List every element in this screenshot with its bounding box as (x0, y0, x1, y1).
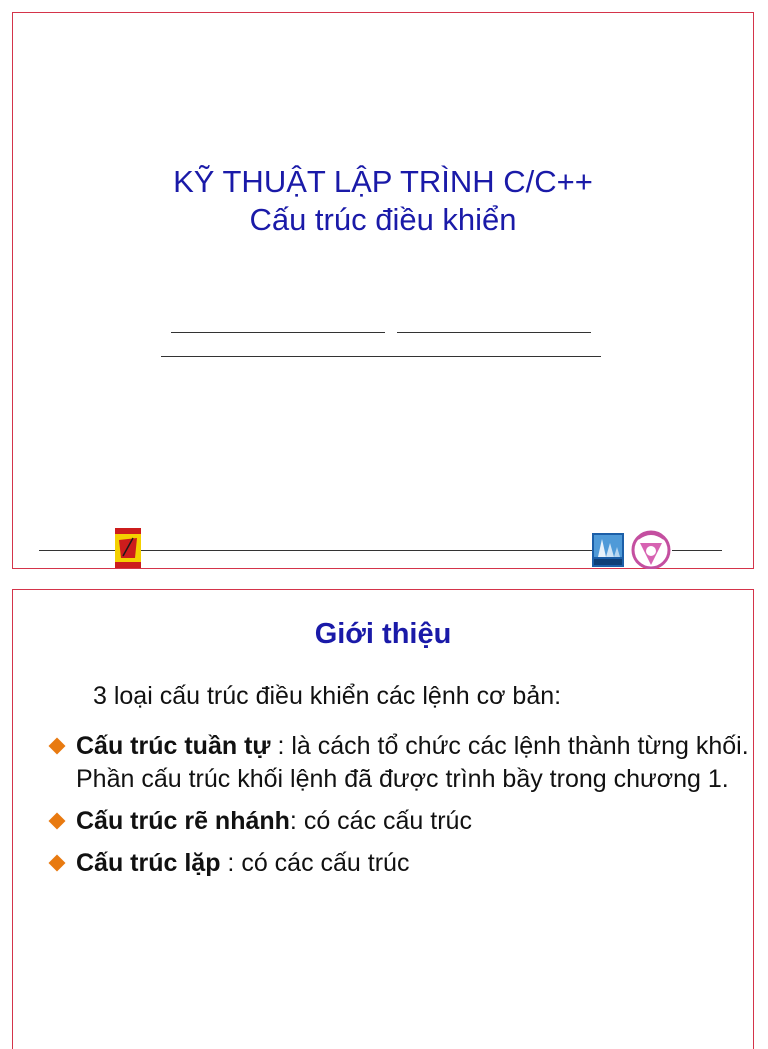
slide-title-line1: KỸ THUẬT LẬP TRÌNH C/C++ (173, 164, 593, 199)
bullet-term: Cấu trúc tuần tự (76, 732, 271, 760)
intro-text: 3 loại cấu trúc điều khiển các lệnh cơ bản: (93, 682, 562, 710)
bullet-item-sequential (49, 730, 749, 796)
orange-diamond-icon (49, 855, 66, 872)
slide-intro (12, 589, 754, 1049)
orange-diamond-icon (49, 738, 66, 755)
set-logo-icon (592, 533, 624, 567)
slide-heading: Giới thiệu (314, 618, 452, 650)
author-line-1 (171, 332, 385, 333)
bullet-item-loop (49, 847, 749, 880)
bullet-term: Cấu trúc lặp (76, 849, 221, 877)
footer-line-middle (141, 550, 592, 551)
university-logo-icon (115, 528, 141, 568)
title-block (13, 163, 753, 239)
footer-line-right (672, 550, 722, 551)
bullet-term: Cấu trúc rẽ nhánh (76, 807, 290, 835)
bullet-text: : có các cấu trúc (220, 849, 410, 877)
mica-logo-icon (630, 529, 672, 569)
bullet-item-branching (49, 805, 749, 838)
slide-title-line2: Cấu trúc điều khiển (249, 202, 517, 237)
bullet-list (49, 730, 749, 889)
footer-line-left (39, 550, 115, 551)
affiliation-line (161, 356, 601, 357)
slide-title (12, 12, 754, 569)
bullet-text: : có các cấu trúc (289, 807, 472, 835)
author-line-2 (397, 332, 591, 333)
orange-diamond-icon (49, 813, 66, 830)
bullet-text: : là cách tổ chức các lệnh thành từng khối. Phần cấu trúc khối lệnh đã được trình bầy trong chương 1. (76, 732, 749, 793)
